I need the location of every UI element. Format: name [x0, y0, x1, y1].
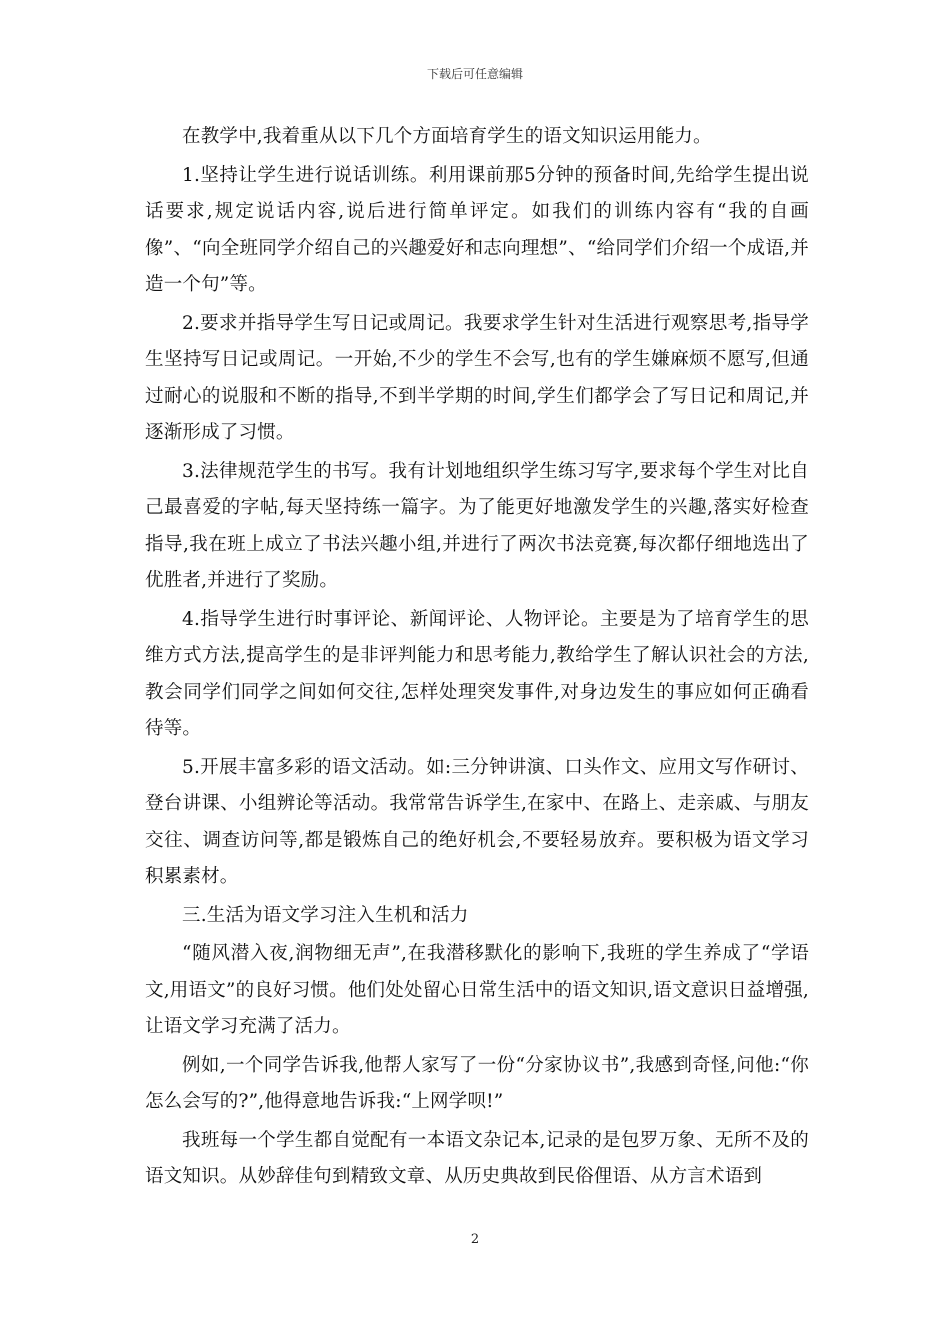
page-header: 下载后可任意编辑	[426, 67, 523, 81]
document-body	[145, 119, 809, 1198]
paragraph-intro: 在教学中,我着重从以下几个方面培育学生的语文知识运用能力。	[182, 126, 712, 147]
page-number: 2	[470, 1232, 480, 1247]
section-heading-3: 三.生活为语文学习注入生机和活力	[182, 904, 469, 926]
paragraph-item-2: 2.要求并指导学生写日记或周记。我要求学生针对生活进行观察思考,指导学生坚持写日记或周记。一开始,不少的学生不会写,也有的学生嫌麻烦不愿写,但通过耐心的说服和不断的指导,不到半学期的时间,学生们都学会了写日记和周记,并逐渐形成了习惯。	[145, 312, 809, 443]
paragraph-item-3: 3.法律规范学生的书写。我有计划地组织学生练习写字,要求每个学生对比自己最喜爱的字帖,每天坚持练一篇字。为了能更好地激发学生的兴趣,落实好检查指导,我在班上成立了书法兴趣小组,并进行了两次书法竞赛,每次都仔细地选出了优胜者,并进行了奖励。	[145, 460, 809, 591]
paragraph-notebook: 我班每一个学生都自觉配有一本语文杂记本,记录的是包罗万象、无所不及的语文知识。从妙辞佳句到精致文章、从历史典故到民俗俚语、从方言术语到	[145, 1129, 809, 1187]
paragraph-item-1: 1.坚持让学生进行说话训练。利用课前那5分钟的预备时间,先给学生提出说话要求,规定说话内容,说后进行简单评定。如我们的训练内容有“我的自画像”、“向全班同学介绍自己的兴趣爱好和志向理想”、“给同学们介绍一个成语,并造一个句”等。	[145, 164, 809, 295]
paragraph-item-4: 4.指导学生进行时事评论、新闻评论、人物评论。主要是为了培育学生的思维方式方法,提高学生的是非评判能力和思考能力,教给学生了解认识社会的方法,教会同学们同学之间如何交往,怎样处理突发事件,对身边发生的事应如何正确看待等。	[145, 608, 809, 739]
paragraph-example: 例如,一个同学告诉我,他帮人家写了一份“分家协议书”,我感到奇怪,问他:“你怎么会写的?”,他得意地告诉我:“上网学呗!”	[145, 1054, 809, 1112]
paragraph-item-5: 5.开展丰富多彩的语文活动。如:三分钟讲演、口头作文、应用文写作研讨、登台讲课、小组辨论等活动。我常常告诉学生,在家中、在路上、走亲戚、与朋友交往、调查访问等,都是锻炼自己的绝好机会,不要轻易放弃。要积极为语文学习积累素材。	[145, 756, 809, 887]
paragraph-quote: “随风潜入夜,润物细无声”,在我潜移默化的影响下,我班的学生养成了“学语文,用语文”的良好习惯。他们处处留心日常生活中的语文知识,语文意识日益增强,让语文学习充满了活力。	[145, 943, 809, 1037]
